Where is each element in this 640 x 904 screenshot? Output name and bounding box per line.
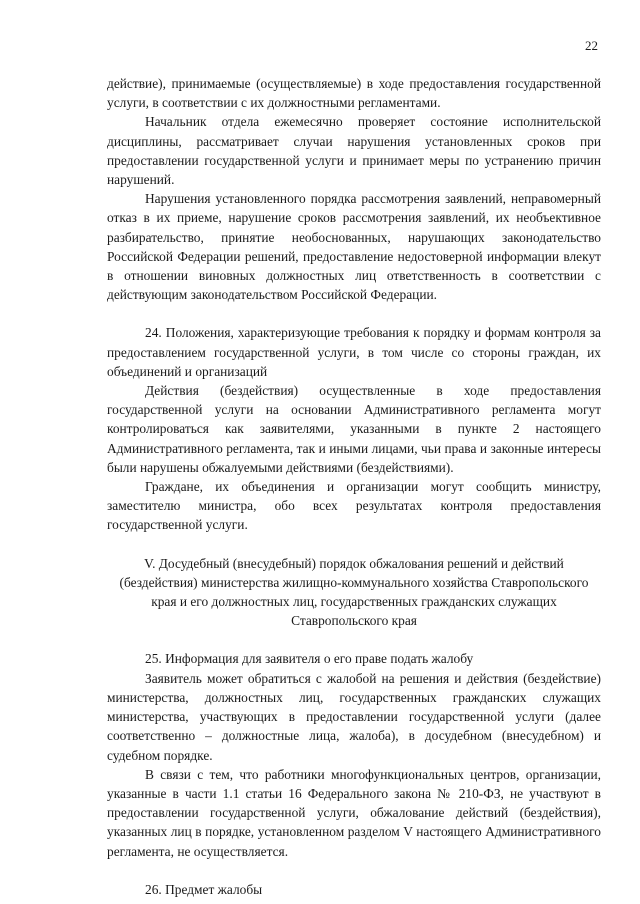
paragraph: Начальник отдела ежемесячно проверяет состояние исполнительской дисциплины, рассматривает случаи нарушения установленных сроков при предоставлении государственной услуги и принимает меры по устранению причин нарушений. <box>107 114 601 188</box>
page-number: 22 <box>585 38 598 53</box>
paragraph: Заявитель может обратиться с жалобой на решения и действия (бездействие) министерства, должностных лиц, государственных гражданских служащих министерства, участвующих в предоставлении государственной услуги (далее соответственно – должностные лица, жалоба), в досудебном (внесудебном) и судебном порядке. <box>107 670 601 763</box>
subsection-heading: 24. Положения, характеризующие требования к порядку и формам контроля за предоставлением государственной услуги, в том числе со стороны граждан, их объединений и организаций <box>107 325 601 379</box>
section-title: V. Досудебный (внесудебный) порядок обжалования решений и действий (бездействия) министерства жилищно-коммунального хозяйства Ставропольского края и его должностных лиц, государственных гражданских служащих Ставропольского края <box>119 555 589 629</box>
subsection-heading: 26. Предмет жалобы <box>145 881 263 897</box>
paragraph-gap <box>107 861 601 880</box>
paragraph: действие), принимаемые (осуществляемые) в ходе предоставления государственной услуги, в соответствии с их должностными регламентами. <box>107 76 601 111</box>
paragraph: В связи с тем, что работники многофункциональных центров, организации, указанные в части 1.1 статьи 16 Федерального закона № 210-ФЗ, не участвуют в предоставлении государственной услуги, обжалование действий (бездействия), указанных лиц в порядке, установленном разделом V настоящего Административного регламента, не осуществляется. <box>107 766 601 859</box>
paragraph: Нарушения установленного порядка рассмотрения заявлений, неправомерный отказ в их приеме, нарушение сроков рассмотрения заявлений, их необъективное разбирательство, принятие необоснованных, нарушающих законодательство Российской Федерации решений, предоставление недостоверной информации влекут в отношении виновных должностных лиц ответственность в соответствии с действующим законодательством Российской Федерации. <box>107 191 601 303</box>
paragraph-gap <box>107 535 601 554</box>
paragraph-gap <box>107 630 601 649</box>
paragraph: Действия (бездействия) осуществленные в ходе предоставления государственной услуги на основании Административного регламента могут контролироваться как заявителями, указанными в пункте 2 настоящего Административного регламента, так и иными лицами, чьи права и законные интересы были нарушены обжалуемыми действиями (бездействиями). <box>107 383 601 475</box>
paragraph: Граждане, их объединения и организации могут сообщить министру, заместителю министра, обо всех результатах контроля предоставления государственной услуги. <box>107 479 601 533</box>
document-body <box>107 74 601 899</box>
subsection-heading: 25. Информация для заявителя о его праве подать жалобу <box>145 651 474 667</box>
paragraph-gap <box>107 304 601 323</box>
